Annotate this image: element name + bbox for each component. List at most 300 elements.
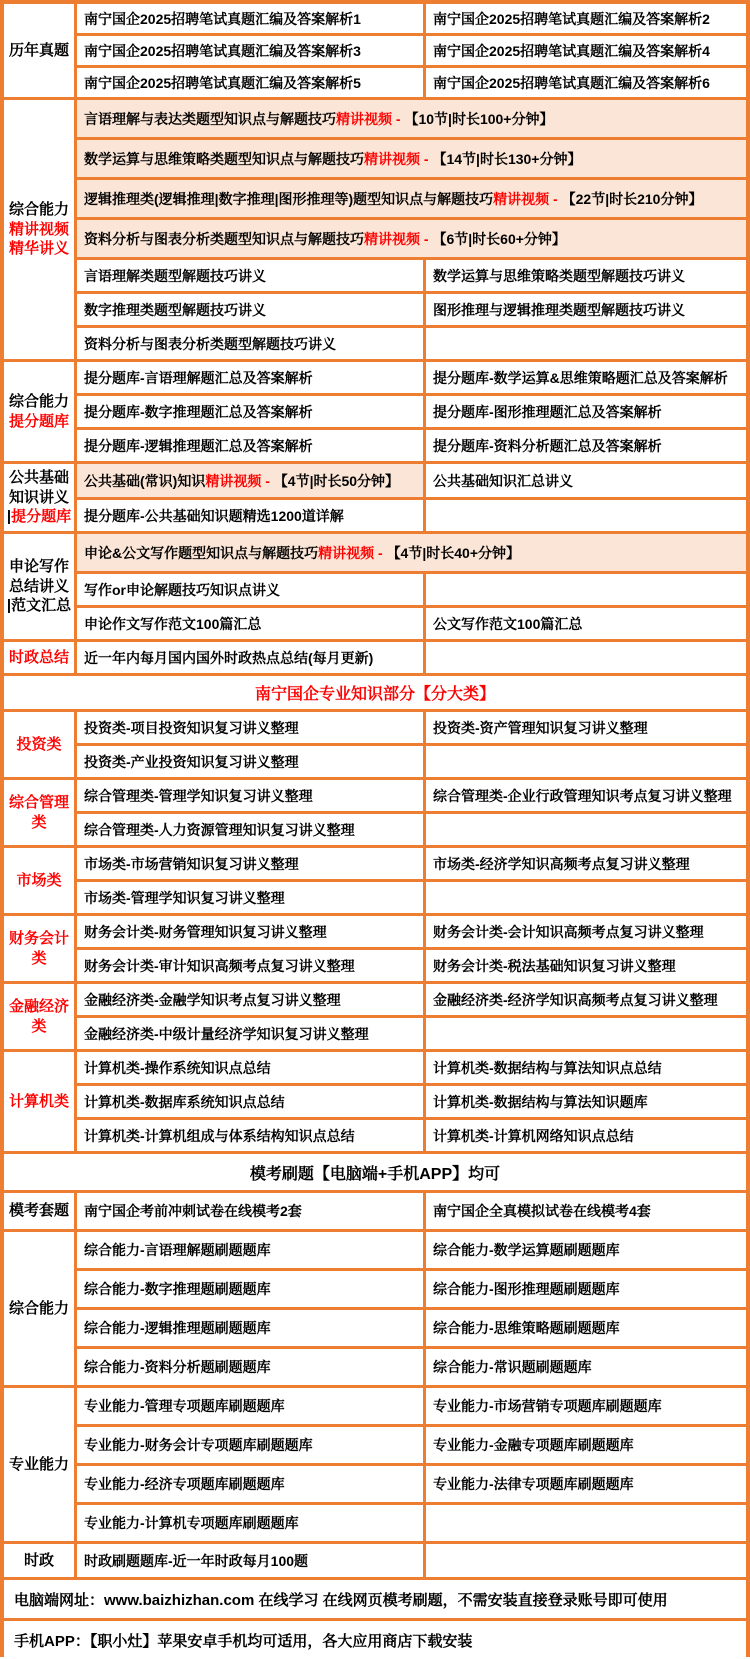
table-row: [77, 328, 746, 359]
course-cell: [426, 1310, 746, 1346]
course-title: 金融经济类-经济学知识高频考点复习讲义整理: [433, 991, 718, 1008]
course-cell: [426, 1505, 746, 1541]
row-header-line: [31, 1017, 46, 1037]
course-title: 专业能力-法律专项题库刷题题库: [433, 1476, 634, 1492]
row-header-text: 精讲视频: [8, 220, 69, 238]
row-header-line: [9, 648, 69, 668]
course-title: 投资类-项目投资知识复习讲义整理: [84, 719, 299, 736]
course-cell: [426, 4, 746, 33]
table-row: [77, 100, 746, 137]
course-title: 综合能力-数字推理题刷题题库: [84, 1281, 271, 1297]
row-header-text: 模考套题: [8, 1202, 69, 1220]
course-cell: [426, 712, 746, 743]
course-title: 财务会计类-税法基础知识复习讲义整理: [433, 957, 676, 974]
section-investment: [4, 712, 746, 777]
course-cell-wide: [77, 100, 746, 137]
row-header-text: 时政总结: [8, 648, 69, 666]
course-title: 综合能力-思维策略题刷题题库: [433, 1320, 620, 1336]
row-header-finance-economics: [4, 984, 74, 1049]
course-title: 提分题库-数学运算&思维策略题汇总及答案解析: [433, 369, 728, 386]
course-cell: [77, 574, 423, 605]
course-title: 提分题库-逻辑推理题汇总及答案解析: [84, 437, 313, 454]
row-header-line: [9, 41, 69, 61]
course-cell: [426, 396, 746, 427]
course-cell-wide: [77, 180, 746, 217]
course-title: 专业能力-财务会计专项题库刷题题库: [84, 1437, 313, 1453]
footer-text: 电脑端网址：www.baizhizhan.com 在线学习 在线网页模考刷题，不需安装直接登录账号即可使用: [14, 1591, 668, 1609]
course-title-segment: -: [261, 472, 274, 489]
table-row: [77, 1193, 746, 1229]
section-rows: [77, 1052, 746, 1151]
course-title: 金融经济类-金融学知识考点复习讲义整理: [84, 991, 341, 1008]
table-row: [77, 464, 746, 497]
course-cell: [426, 362, 746, 393]
course-cell: [426, 882, 746, 913]
row-header-text: 投资类: [16, 735, 62, 753]
row-header-line: [9, 557, 69, 577]
row-header-text: 专业能力: [8, 1455, 69, 1473]
course-title-segment: 数学运算与思维策略类题型知识点与解题技巧: [84, 150, 364, 167]
course-cell: [77, 1349, 423, 1385]
course-cell: [77, 642, 423, 673]
course-title: 专业能力-计算机专项题库刷题题库: [84, 1515, 299, 1531]
row-header-text: 类: [31, 949, 47, 967]
row-header-line: [24, 1551, 54, 1571]
course-title: 综合能力-逻辑推理题刷题题库: [84, 1320, 271, 1336]
table-row: [77, 1120, 746, 1151]
row-header-finance-accounting: [4, 916, 74, 981]
footer-text: 手机APP：【职小灶】苹果安卓手机均可适用，各大应用商店下载安装: [14, 1632, 473, 1650]
course-cell: [77, 1388, 423, 1424]
row-header-text: 计算机类: [8, 1092, 69, 1110]
course-title: 市场类-经济学知识高频考点复习讲义整理: [433, 855, 690, 872]
course-title: 南宁国企2025招聘笔试真题汇编及答案解析5: [84, 74, 361, 91]
row-header-line: [9, 200, 69, 220]
course-cell: [77, 780, 423, 811]
row-header-text: 综合能力: [8, 392, 69, 410]
course-cell: [426, 1466, 746, 1502]
course-cell-wide: [77, 220, 746, 257]
course-cell: [426, 36, 746, 65]
section-rows: [77, 1232, 746, 1385]
row-header-text: 提分题库: [8, 412, 69, 430]
course-cell: [77, 882, 423, 913]
course-title-segment: 逻辑推理类(逻辑推理|数字推理|图形推理等)题型知识点与解题技巧: [84, 190, 494, 207]
row-header-professional-ability: [4, 1388, 74, 1541]
course-title: 计算机类-数据库系统知识点总结: [84, 1093, 285, 1110]
course-title-segment: 精讲视频: [318, 544, 375, 561]
table-row: [77, 882, 746, 913]
course-cell: [77, 1193, 423, 1229]
course-title: 南宁国企2025招聘笔试真题汇编及答案解析6: [433, 74, 710, 91]
section-computer: [4, 1052, 746, 1151]
row-header-text: 公共基础: [8, 468, 69, 486]
course-cell: [426, 1427, 746, 1463]
course-title: 综合管理类-企业行政管理知识考点复习讲义整理: [433, 787, 732, 804]
row-header-computer: [4, 1052, 74, 1151]
course-title: 图形推理与逻辑推理类题型解题技巧讲义: [433, 301, 685, 318]
row-header-text: 知识讲义: [8, 488, 69, 506]
row-header-comprehensive-score-bank: [4, 362, 74, 461]
course-title: 南宁国企2025招聘笔试真题汇编及答案解析3: [84, 42, 361, 59]
course-title: 财务会计类-财务管理知识复习讲义整理: [84, 923, 327, 940]
course-title-segment: -: [420, 150, 433, 167]
course-title-segment: 精讲视频: [205, 472, 262, 489]
table-row: [77, 1505, 746, 1541]
course-cell: [426, 642, 746, 673]
row-header-line: [16, 735, 61, 755]
course-cell: [426, 294, 746, 325]
row-header-mock-exam-sets: [4, 1193, 74, 1229]
section-current-affairs-summary: [4, 642, 746, 673]
course-cell: [426, 430, 746, 461]
course-title: 言语理解类题型解题技巧讲义: [84, 267, 266, 284]
course-cell: [77, 1544, 423, 1577]
course-cell: [77, 260, 423, 291]
course-cell: [77, 362, 423, 393]
course-title-segment: 精讲视频: [493, 190, 550, 207]
row-header-line: [9, 1455, 69, 1475]
course-title-segment: 言语理解与表达类题型知识点与解题技巧: [84, 110, 336, 127]
row-header-essay-writing: [4, 534, 74, 639]
course-cell: [77, 1505, 423, 1541]
course-cell: [426, 1232, 746, 1268]
section-rows: [77, 984, 746, 1049]
professional-knowledge-banner: [4, 676, 746, 709]
course-cell: [426, 608, 746, 639]
row-header-line: [9, 997, 69, 1017]
course-cell: [426, 1388, 746, 1424]
app-access-note: [4, 1621, 746, 1659]
banner-text: 模考刷题【电脑端+手机APP】均可: [249, 1165, 501, 1183]
course-cell: [426, 1544, 746, 1577]
table-row: [77, 712, 746, 743]
table-row: [77, 534, 746, 571]
section-rows: [77, 464, 746, 531]
row-header-text: 历年真题: [8, 41, 69, 59]
course-cell: [426, 500, 746, 531]
course-cell: [77, 36, 423, 65]
table-row: [77, 362, 746, 393]
course-cell: [77, 1120, 423, 1151]
course-title: 市场类-市场营销知识复习讲义整理: [84, 855, 299, 872]
pc-access-note: [4, 1580, 746, 1618]
row-header-general-management: [4, 780, 74, 845]
table-row: [77, 1271, 746, 1307]
section-comprehensive-ability: [4, 1232, 746, 1385]
table-row: [77, 4, 746, 33]
course-title: 提分题库-言语理解题汇总及答案解析: [84, 369, 313, 386]
course-cell: [77, 396, 423, 427]
course-cell: [77, 1052, 423, 1083]
row-header-text: 类: [31, 1017, 47, 1035]
course-title: 南宁国企2025招聘笔试真题汇编及答案解析4: [433, 42, 710, 59]
course-title: 专业能力-经济专项题库刷题题库: [84, 1476, 285, 1492]
table-row: [77, 140, 746, 177]
course-title: 专业能力-管理专项题库刷题题库: [84, 1398, 285, 1414]
row-header-text: 申论写作: [8, 557, 69, 575]
row-header-text: |范文汇总: [6, 597, 72, 615]
table-row: [77, 180, 746, 217]
section-general-management: [4, 780, 746, 845]
row-header-line: [9, 392, 69, 412]
section-rows: [77, 534, 746, 639]
section-mock-exam-sets: [4, 1193, 746, 1229]
table-row: [77, 950, 746, 981]
course-title: 综合能力-常识题刷题题库: [433, 1359, 592, 1375]
course-cell: [426, 260, 746, 291]
section-essay-writing: [4, 534, 746, 639]
section-rows: [77, 4, 746, 97]
row-header-text: |: [6, 508, 12, 526]
course-cell: [77, 1310, 423, 1346]
course-title-segment: -: [374, 544, 387, 561]
course-cell: [426, 1271, 746, 1307]
course-title: 计算机类-计算机网络知识点总结: [433, 1127, 634, 1144]
course-cell: [77, 916, 423, 947]
course-cell: [426, 1086, 746, 1117]
course-title: 提分题库-公共基础知识题精选1200道详解: [84, 507, 344, 524]
course-title-segment: 精讲视频: [336, 110, 392, 127]
row-header-text: 精华讲义: [8, 240, 69, 258]
section-marketing: [4, 848, 746, 913]
course-title: 写作or申论解题技巧知识点讲义: [84, 581, 280, 598]
course-cell: [77, 814, 423, 845]
course-cell: [426, 1120, 746, 1151]
section-rows: [77, 1388, 746, 1541]
course-cell: [426, 848, 746, 879]
course-title: 投资类-资产管理知识复习讲义整理: [433, 719, 648, 736]
course-cell: [77, 1271, 423, 1307]
course-cell: [77, 608, 423, 639]
section-rows: [77, 1544, 746, 1577]
row-header-current-affairs: [4, 1544, 74, 1577]
row-header-line: [7, 507, 71, 527]
course-title: 综合能力-图形推理题刷题题库: [433, 1281, 620, 1297]
course-title: 计算机类-数据结构与算法知识点总结: [433, 1059, 662, 1076]
row-header-text: 财务会计: [8, 929, 69, 947]
row-header-line: [9, 1201, 69, 1221]
course-cell: [426, 1349, 746, 1385]
course-cell: [426, 916, 746, 947]
course-title-segment: 【4节|时长50分钟】: [273, 472, 400, 489]
course-title-segment: 精讲视频: [364, 230, 420, 247]
table-row: [77, 1466, 746, 1502]
course-title: 近一年内每月国内国外时政热点总结(每月更新): [84, 649, 374, 666]
course-title: 财务会计类-审计知识高频考点复习讲义整理: [84, 957, 355, 974]
course-cell: [426, 464, 746, 497]
table-row: [77, 642, 746, 673]
course-cell: [77, 984, 423, 1015]
course-title: 提分题库-图形推理题汇总及答案解析: [433, 403, 662, 420]
section-rows: [77, 780, 746, 845]
row-header-text: 总结讲义: [8, 577, 69, 595]
course-cell: [426, 746, 746, 777]
course-title: 数学运算与思维策略类题型解题技巧讲义: [433, 267, 685, 284]
row-header-line: [31, 813, 46, 833]
row-header-line: [9, 239, 69, 259]
course-title: 时政刷题题库-近一年时政每月100题: [84, 1552, 309, 1569]
table-row: [77, 1349, 746, 1385]
course-title: 南宁国企2025招聘笔试真题汇编及答案解析2: [433, 10, 710, 27]
course-title: 金融经济类-中级计量经济学知识复习讲义整理: [84, 1025, 369, 1042]
section-rows: [77, 916, 746, 981]
course-title-segment: -: [420, 230, 433, 247]
row-header-marketing: [4, 848, 74, 913]
course-cell: [77, 1466, 423, 1502]
section-rows: [77, 712, 746, 777]
table-row: [77, 1388, 746, 1424]
course-cell: [77, 746, 423, 777]
course-cell-wide: [77, 140, 746, 177]
row-header-line: [9, 468, 69, 488]
mock-exam-banner: [4, 1154, 746, 1190]
section-rows: [77, 100, 746, 359]
course-cell: [77, 500, 423, 531]
course-cell: [77, 950, 423, 981]
table-row: [77, 984, 746, 1015]
section-finance-economics: [4, 984, 746, 1049]
row-header-investment: [4, 712, 74, 777]
course-cell: [77, 1018, 423, 1049]
row-header-comprehensive-ability: [4, 1232, 74, 1385]
course-title: 综合能力-言语理解题刷题题库: [84, 1242, 271, 1258]
table-row: [77, 68, 746, 97]
course-title: 计算机类-数据结构与算法知识题库: [433, 1093, 648, 1110]
table-row: [77, 1310, 746, 1346]
section-past-papers: [4, 4, 746, 97]
course-title-segment: 公共基础(常识)知识: [84, 472, 206, 489]
course-title: 财务会计类-会计知识高频考点复习讲义整理: [433, 923, 704, 940]
course-cell: [77, 4, 423, 33]
course-cell: [426, 984, 746, 1015]
row-header-line: [9, 1299, 69, 1319]
table-row: [77, 916, 746, 947]
course-cell: [77, 294, 423, 325]
row-header-text: 综合能力: [8, 200, 69, 218]
table-row: [77, 36, 746, 65]
table-row: [77, 1052, 746, 1083]
course-title: 申论作文写作范文100篇汇总: [84, 615, 262, 632]
table-row: [77, 1018, 746, 1049]
section-comprehensive-score-bank: [4, 362, 746, 461]
table-row: [77, 500, 746, 531]
course-cell: [77, 1086, 423, 1117]
course-title: 综合管理类-人力资源管理知识复习讲义整理: [84, 821, 355, 838]
course-cell: [77, 848, 423, 879]
table-row: [77, 1086, 746, 1117]
table-row: [77, 396, 746, 427]
course-title: 综合能力-数学运算题刷题题库: [433, 1242, 620, 1258]
row-header-text: 提分题库: [11, 508, 72, 526]
table-row: [77, 814, 746, 845]
course-cell: [426, 950, 746, 981]
row-header-text: 金融经济: [8, 997, 69, 1015]
course-title: 提分题库-数字推理题汇总及答案解析: [84, 403, 313, 420]
course-title: 提分题库-资料分析题汇总及答案解析: [433, 437, 662, 454]
table-row: [77, 1427, 746, 1463]
row-header-line: [9, 577, 69, 597]
course-cell: [77, 464, 423, 497]
row-header-past-papers: [4, 4, 74, 97]
banner-text: 南宁国企专业知识部分【分大类】: [254, 686, 495, 703]
course-title: 市场类-管理学知识复习讲义整理: [84, 889, 285, 906]
row-header-current-affairs-summary: [4, 642, 74, 673]
section-public-basics: [4, 464, 746, 531]
row-header-line: [9, 929, 69, 949]
row-header-text: 市场类: [16, 871, 62, 889]
section-finance-accounting: [4, 916, 746, 981]
table-row: [77, 574, 746, 605]
table-row: [77, 848, 746, 879]
row-header-text: 类: [31, 813, 47, 831]
table-row: [77, 1544, 746, 1577]
course-title-segment: 【10节|时长100+分钟】: [404, 110, 554, 127]
section-rows: [77, 642, 746, 673]
course-title-segment: 精讲视频: [364, 150, 420, 167]
table-row: [77, 608, 746, 639]
course-cell-wide: [77, 534, 746, 571]
course-title-segment: -: [549, 190, 562, 207]
row-header-line: [9, 488, 69, 508]
course-title: 数字推理类题型解题技巧讲义: [84, 301, 266, 318]
table-row: [77, 1232, 746, 1268]
row-header-line: [7, 596, 71, 616]
course-title-segment: 【6节|时长60+分钟】: [432, 230, 566, 247]
row-header-line: [9, 793, 69, 813]
course-title: 南宁国企全真模拟试卷在线模考4套: [433, 1203, 651, 1219]
course-title: 计算机类-计算机组成与体系结构知识点总结: [84, 1127, 355, 1144]
course-cell: [77, 328, 423, 359]
table-row: [77, 220, 746, 257]
course-cell: [426, 814, 746, 845]
course-title: 专业能力-市场营销专项题库刷题题库: [433, 1398, 662, 1414]
section-rows: [77, 1193, 746, 1229]
row-header-line: [31, 949, 46, 969]
course-title-segment: 【14节|时长130+分钟】: [432, 150, 582, 167]
section-rows: [77, 362, 746, 461]
course-title: 综合能力-资料分析题刷题题库: [84, 1359, 271, 1375]
course-title-segment: 【22节|时长210分钟】: [561, 190, 703, 207]
table-row: [77, 430, 746, 461]
course-cell: [77, 1427, 423, 1463]
table-row: [77, 294, 746, 325]
table-row: [77, 780, 746, 811]
row-header-line: [9, 1092, 69, 1112]
course-cell: [426, 1052, 746, 1083]
course-title-segment: 【4节|时长40+分钟】: [386, 544, 521, 561]
row-header-line: [9, 412, 69, 432]
row-header-text: 综合能力: [8, 1299, 69, 1317]
course-cell: [426, 574, 746, 605]
course-title: 综合管理类-管理学知识复习讲义整理: [84, 787, 313, 804]
row-header-public-basics: [4, 464, 74, 531]
course-title: 公共基础知识汇总讲义: [433, 472, 573, 489]
course-title: 南宁国企2025招聘笔试真题汇编及答案解析1: [84, 10, 361, 27]
section-current-affairs: [4, 1544, 746, 1577]
table-row: [77, 746, 746, 777]
course-title: 资料分析与图表分析类题型解题技巧讲义: [84, 335, 336, 352]
course-title: 南宁国企考前冲刺试卷在线模考2套: [84, 1203, 302, 1219]
section-professional-ability: [4, 1388, 746, 1541]
course-title: 计算机类-操作系统知识点总结: [84, 1059, 271, 1076]
course-cell: [77, 430, 423, 461]
course-cell: [426, 780, 746, 811]
section-rows: [77, 848, 746, 913]
table-row: [77, 260, 746, 291]
section-comprehensive-video-lectures: [4, 100, 746, 359]
course-cell: [426, 68, 746, 97]
